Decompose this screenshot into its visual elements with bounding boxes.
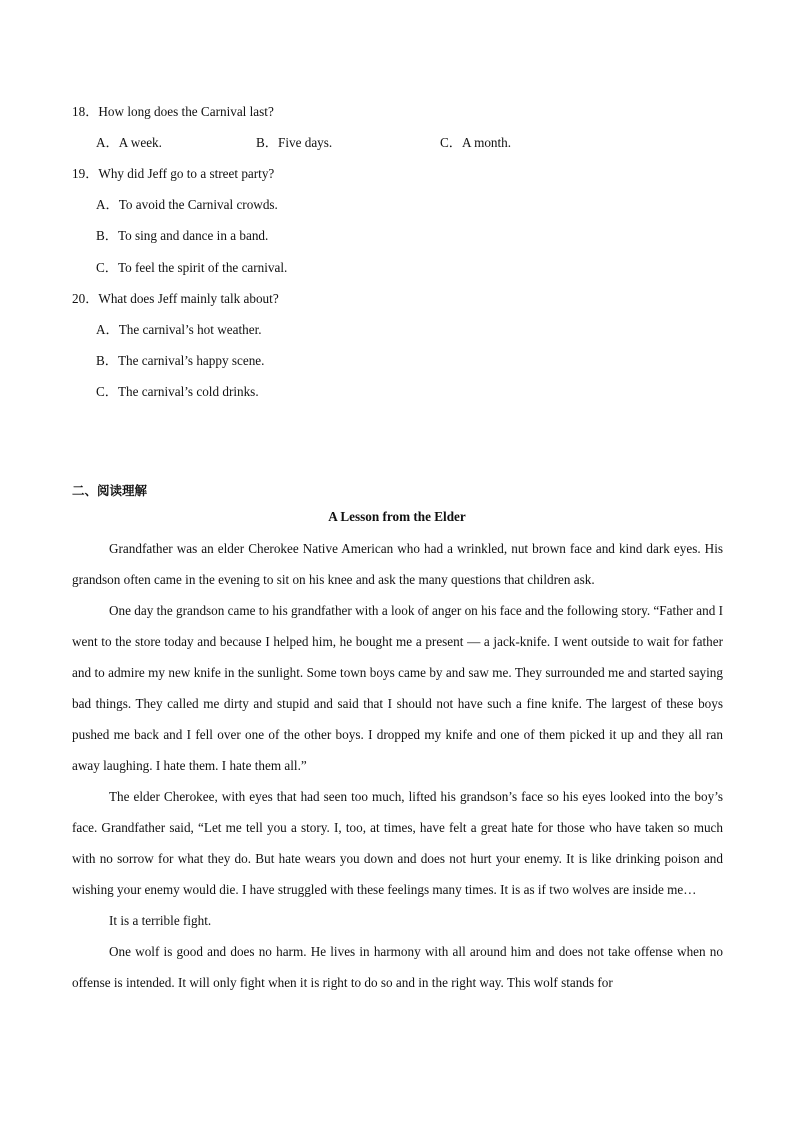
option-text: The carnival’s hot weather. xyxy=(118,322,262,337)
question-20-option-b xyxy=(96,353,264,369)
question-19-option-c xyxy=(96,260,287,276)
question-19-option-b xyxy=(96,228,268,244)
question-20 xyxy=(72,291,279,307)
question-number: 19． xyxy=(72,166,99,181)
question-20-option-c xyxy=(96,384,259,400)
paragraph: It is a terrible fight. xyxy=(109,913,212,928)
option-letter: C． xyxy=(440,135,462,150)
question-number: 18． xyxy=(72,104,99,119)
question-text: How long does the Carnival last? xyxy=(98,104,274,119)
question-18 xyxy=(72,104,274,120)
passage-title: A Lesson from the Elder xyxy=(328,509,466,524)
option-text: The carnival’s cold drinks. xyxy=(117,384,259,399)
option-letter: B． xyxy=(256,135,278,150)
option-letter: A． xyxy=(96,322,119,337)
option-text: To sing and dance in a band. xyxy=(117,228,269,243)
question-19 xyxy=(72,166,274,182)
option-a xyxy=(96,135,256,151)
option-letter: A． xyxy=(96,135,119,150)
option-letter: C． xyxy=(96,384,118,399)
paragraph: The elder Cherokee, with eyes that had seen too much, lifted his grandson’s face so his eyes looked into the boy’s face. Grandfather said, “Let me tell you a story. I, too, at times, have felt a great hate for those who have taken so much with no sorrow for what they do. But hate wears you down and does not hurt your enemy. It is like drinking poison and wishing your enemy would die. I have struggled with these feelings many times. It is as if two wolves are inside me… xyxy=(72,789,723,897)
paragraph: Grandfather was an elder Cherokee Native American who had a wrinkled, nut brown face and kind dark eyes. His grandson often came in the evening to sit on his knee and ask the many questions that children ask. xyxy=(72,541,723,587)
option-text: The carnival’s happy scene. xyxy=(117,353,265,368)
passage-body xyxy=(72,533,723,998)
question-18-options xyxy=(96,135,511,151)
option-letter: B． xyxy=(96,228,118,243)
question-20-option-a xyxy=(96,322,262,338)
paragraph: One day the grandson came to his grandfather with a look of anger on his face and the following story. “Father and I went to the store today and because I helped him, he bought me a present — a jack-knife. I went outside to wait for father and to admire my new knife in the sunlight. Some town boys came by and saw me. They surrounded me and started saying bad things. They called me dirty and stupid and said that I should not have such a fine knife. The largest of these boys pushed me back and I fell over one of the other boys. I dropped my knife and one of them picked it up and they all ran away laughing. I hate them. I hate them all.” xyxy=(72,603,724,773)
option-b xyxy=(256,135,440,151)
question-text: What does Jeff mainly talk about? xyxy=(98,291,279,306)
question-number: 20． xyxy=(72,291,99,306)
option-text: To avoid the Carnival crowds. xyxy=(118,197,278,212)
option-c xyxy=(440,135,511,151)
section-heading: 二、阅读理解 xyxy=(72,483,148,498)
option-letter: B． xyxy=(96,353,118,368)
option-text: A week. xyxy=(118,135,162,150)
option-text: To feel the spirit of the carnival. xyxy=(117,260,288,275)
option-letter: C． xyxy=(96,260,118,275)
option-text: Five days. xyxy=(277,135,333,150)
question-19-option-a xyxy=(96,197,278,213)
question-text: Why did Jeff go to a street party? xyxy=(98,166,275,181)
paragraph: One wolf is good and does no harm. He lives in harmony with all around him and does not take offense when no offense is intended. It will only fight when it is right to do so and in the right way. This wolf stands for xyxy=(72,944,723,990)
option-letter: A． xyxy=(96,197,119,212)
option-text: A month. xyxy=(461,135,512,150)
